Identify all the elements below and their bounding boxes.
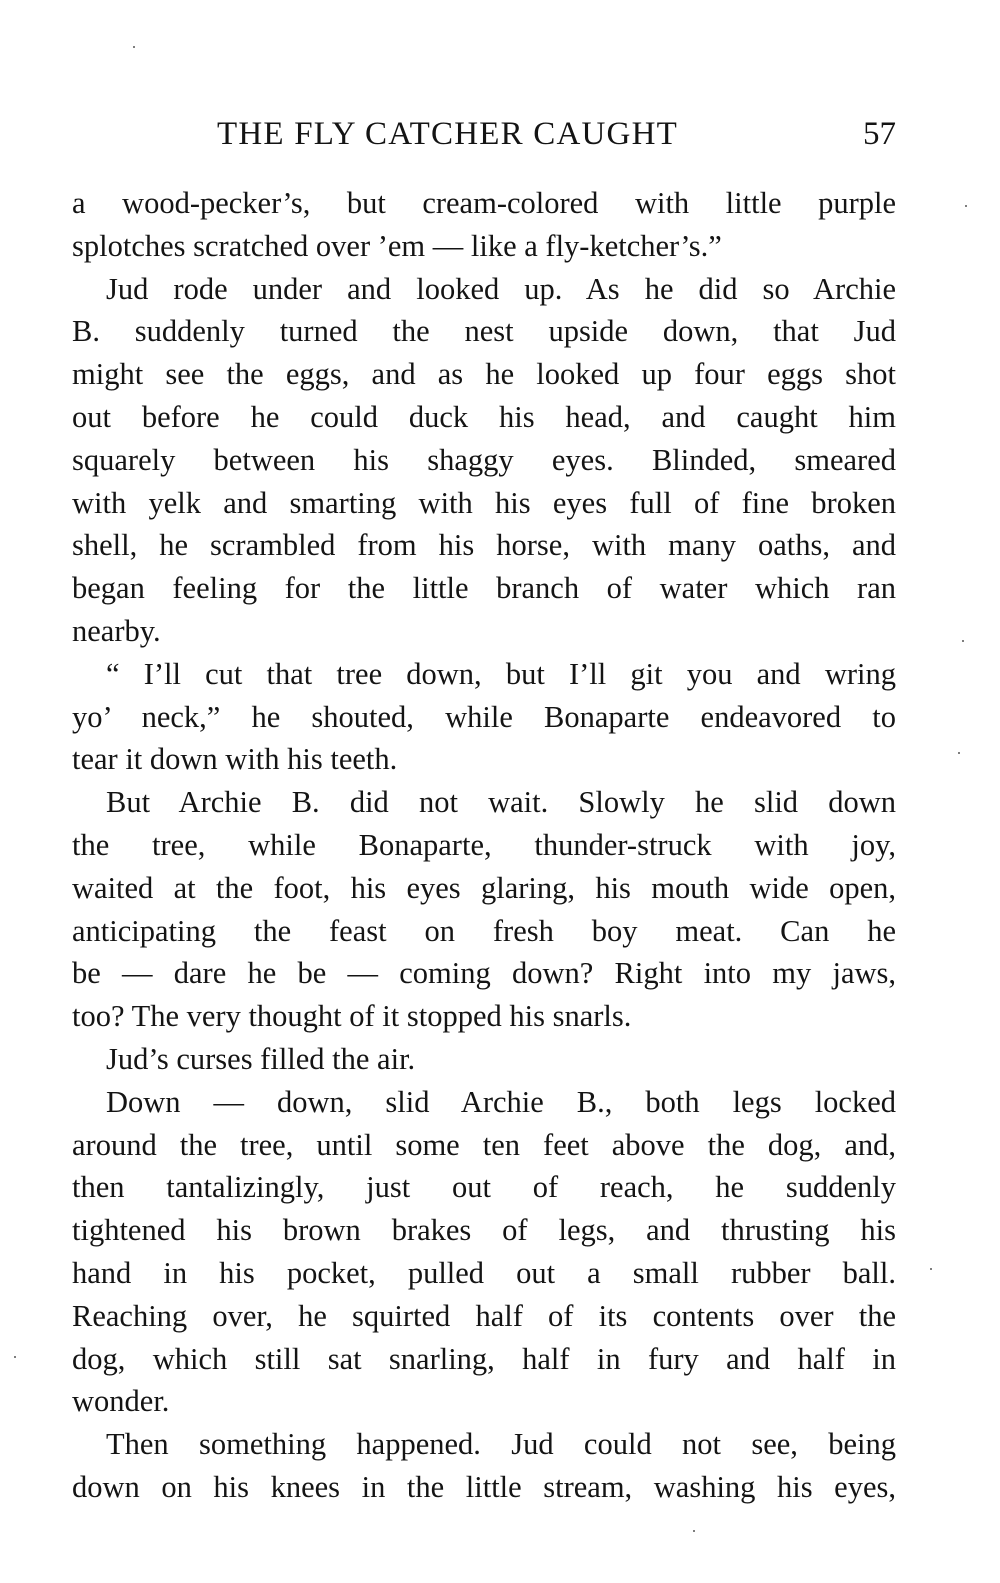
text-line: squarely between his shaggy eyes. Blinded, smeared (72, 442, 896, 477)
chapter-title: THE FLY CATCHER CAUGHT (217, 116, 678, 152)
body-text (72, 182, 896, 1509)
text-line: tear it down with his teeth. (72, 742, 398, 777)
text-line: Jud’s curses filled the air. (106, 1041, 416, 1076)
text-line: anticipating the feast on fresh boy meat. Can he (72, 913, 896, 948)
scan-speck (133, 46, 135, 48)
text-line: nearby. (72, 613, 161, 648)
page-number: 57 (863, 116, 896, 152)
scan-speck (958, 752, 960, 754)
text-line: “ I’ll cut that tree down, but I’ll git you and wring (106, 656, 896, 691)
text-line: be — dare he be — coming down? Right into my jaws, (72, 956, 896, 991)
text-line: Then something happened. Jud could not see, being (106, 1427, 896, 1462)
text-line: too? The very thought of it stopped his snarls. (72, 999, 632, 1034)
text-line: Jud rode under and looked up. As he did so Archie (106, 271, 896, 306)
scan-speck (14, 1356, 16, 1358)
text-line: around the tree, until some ten feet above the dog, and, (72, 1127, 896, 1162)
text-line: Reaching over, he squirted half of its contents over the (72, 1298, 896, 1333)
scan-speck (962, 640, 964, 642)
text-line: a wood-pecker’s, but cream-colored with little purple (72, 186, 896, 220)
scan-speck (693, 1530, 695, 1532)
text-line: waited at the foot, his eyes glaring, his mouth wide open, (72, 870, 896, 905)
running-head (72, 112, 896, 156)
text-line: out before he could duck his head, and caught him (72, 399, 896, 434)
text-line: began feeling for the little branch of water which ran (72, 571, 896, 606)
text-line: down on his knees in the little stream, washing his eyes, (72, 1469, 896, 1504)
text-line: hand in his pocket, pulled out a small rubber ball. (72, 1255, 896, 1290)
text-line: shell, he scrambled from his horse, with many oaths, and (72, 528, 896, 563)
text-line: yo’ neck,” he shouted, while Bonaparte endeavored to (72, 699, 896, 734)
text-line: the tree, while Bonaparte, thunder-struck with joy, (72, 827, 896, 862)
text-line: then tantalizingly, just out of reach, he suddenly (72, 1170, 896, 1205)
text-line: splotches scratched over ’em — like a fly-ketcher’s.” (72, 228, 722, 263)
text-line: tightened his brown brakes of legs, and thrusting his (72, 1213, 896, 1248)
text-line: Down — down, slid Archie B., both legs locked (106, 1084, 896, 1119)
text-line: B. suddenly turned the nest upside down, that Jud (72, 314, 896, 349)
text-line: might see the eggs, and as he looked up four eggs shot (72, 357, 896, 392)
text-line: with yelk and smarting with his eyes full of fine broken (72, 485, 896, 520)
text-line: wonder. (72, 1384, 170, 1419)
text-line: But Archie B. did not wait. Slowly he slid down (106, 785, 896, 820)
scan-speck (965, 205, 967, 207)
text-line: dog, which still sat snarling, half in fury and half in (72, 1341, 896, 1376)
scan-speck (930, 1268, 932, 1270)
